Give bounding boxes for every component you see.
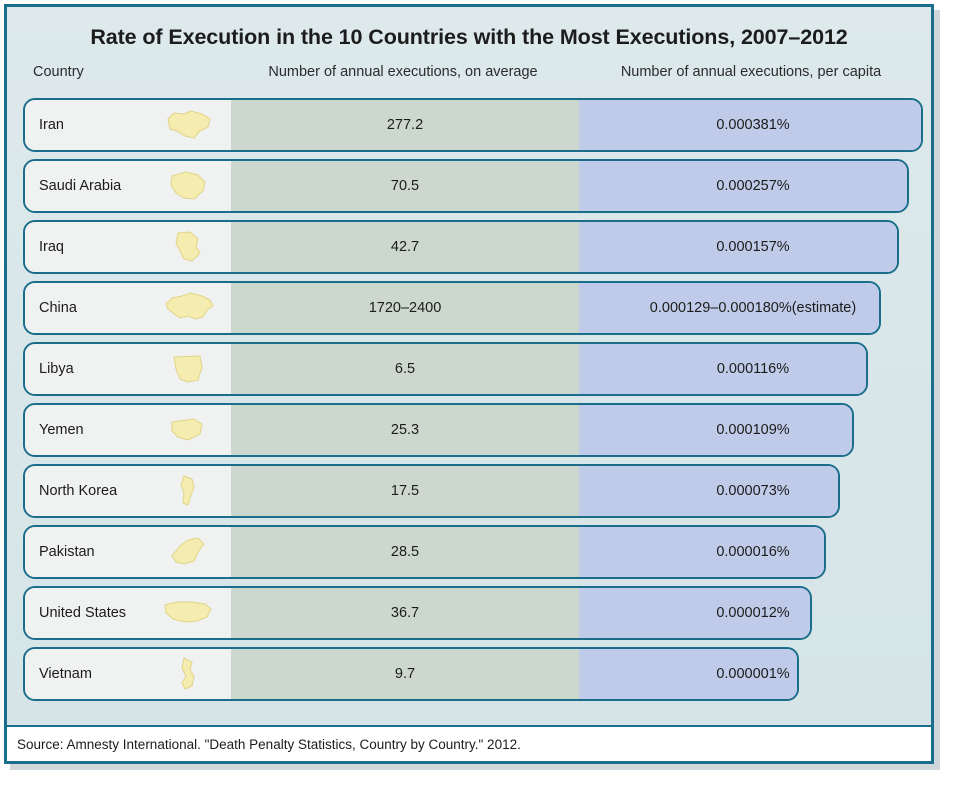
- column-header-average: Number of annual executions, on average: [268, 64, 538, 80]
- average-cell: 277.2: [231, 100, 579, 150]
- table-row: [23, 342, 868, 396]
- country-label: Iran: [39, 117, 64, 133]
- per-capita-cell: [579, 283, 881, 333]
- average-cell: 1720–2400: [231, 283, 579, 333]
- per-capita-cell: 0.000016%: [579, 527, 826, 577]
- average-cell: 28.5: [231, 527, 579, 577]
- country-label: China: [39, 300, 77, 316]
- per-capita-cell: 0.000157%: [579, 222, 899, 272]
- per-capita-cell: 0.000257%: [579, 161, 909, 211]
- average-cell: 25.3: [231, 405, 579, 455]
- country-cell: [25, 344, 231, 394]
- table-row: [23, 647, 799, 701]
- table-row: [23, 586, 812, 640]
- column-header-per-capita: Number of annual executions, per capita: [620, 64, 882, 80]
- country-label: United States: [39, 605, 127, 621]
- country-cell: [25, 649, 231, 699]
- iran-map-icon: [155, 104, 221, 146]
- country-label: Saudi Arabia: [39, 178, 122, 194]
- pakistan-map-icon: [155, 531, 221, 573]
- vietnam-map-icon: [155, 653, 221, 695]
- country-cell: [25, 588, 231, 638]
- per-capita-cell: 0.000116%: [579, 344, 868, 394]
- libya-map-icon: [155, 348, 221, 390]
- per-capita-value-line1: 0.000129–0.000180%: [649, 299, 792, 316]
- united-states-map-icon: [155, 592, 221, 634]
- column-headers: [7, 64, 931, 92]
- country-label: North Korea: [39, 483, 118, 499]
- table-row: [23, 159, 909, 213]
- iraq-map-icon: [155, 226, 221, 268]
- table-row: [23, 525, 826, 579]
- per-capita-value-line2: (estimate): [791, 299, 857, 316]
- chart-frame: [4, 4, 934, 764]
- table-row: [23, 98, 923, 152]
- saudi-arabia-map-icon: [155, 165, 221, 207]
- country-label: Libya: [39, 361, 74, 377]
- country-cell: [25, 161, 231, 211]
- per-capita-cell: 0.000073%: [579, 466, 840, 516]
- country-cell: [25, 466, 231, 516]
- table-row: [23, 403, 854, 457]
- table-row: [23, 281, 881, 335]
- average-cell: 42.7: [231, 222, 579, 272]
- country-label: Iraq: [39, 239, 64, 255]
- table-row: [23, 220, 899, 274]
- table-row: [23, 464, 840, 518]
- source-bar: [7, 725, 931, 761]
- per-capita-cell: 0.000381%: [579, 100, 923, 150]
- per-capita-cell: 0.000109%: [579, 405, 854, 455]
- column-header-country: Country: [33, 64, 84, 80]
- per-capita-cell: 0.000012%: [579, 588, 812, 638]
- source-note: Source: Amnesty International. "Death Penalty Statistics, Country by Country." 2012.: [17, 736, 521, 752]
- country-cell: [25, 283, 231, 333]
- country-cell: [25, 527, 231, 577]
- country-cell: [25, 222, 231, 272]
- per-capita-cell: 0.000001%: [579, 649, 799, 699]
- chart-inner: [7, 7, 931, 761]
- page-title: Rate of Execution in the 10 Countries with the Most Executions, 2007–2012: [90, 25, 848, 49]
- average-cell: 36.7: [231, 588, 579, 638]
- average-cell: 70.5: [231, 161, 579, 211]
- north-korea-map-icon: [155, 470, 221, 512]
- country-cell: [25, 100, 231, 150]
- country-label: Yemen: [39, 422, 84, 438]
- country-label: Pakistan: [39, 544, 95, 560]
- average-cell: 9.7: [231, 649, 579, 699]
- average-cell: 6.5: [231, 344, 579, 394]
- yemen-map-icon: [155, 409, 221, 451]
- country-cell: [25, 405, 231, 455]
- country-label: Vietnam: [39, 666, 92, 682]
- china-map-icon: [155, 287, 221, 329]
- average-cell: 17.5: [231, 466, 579, 516]
- table-body: [7, 98, 931, 701]
